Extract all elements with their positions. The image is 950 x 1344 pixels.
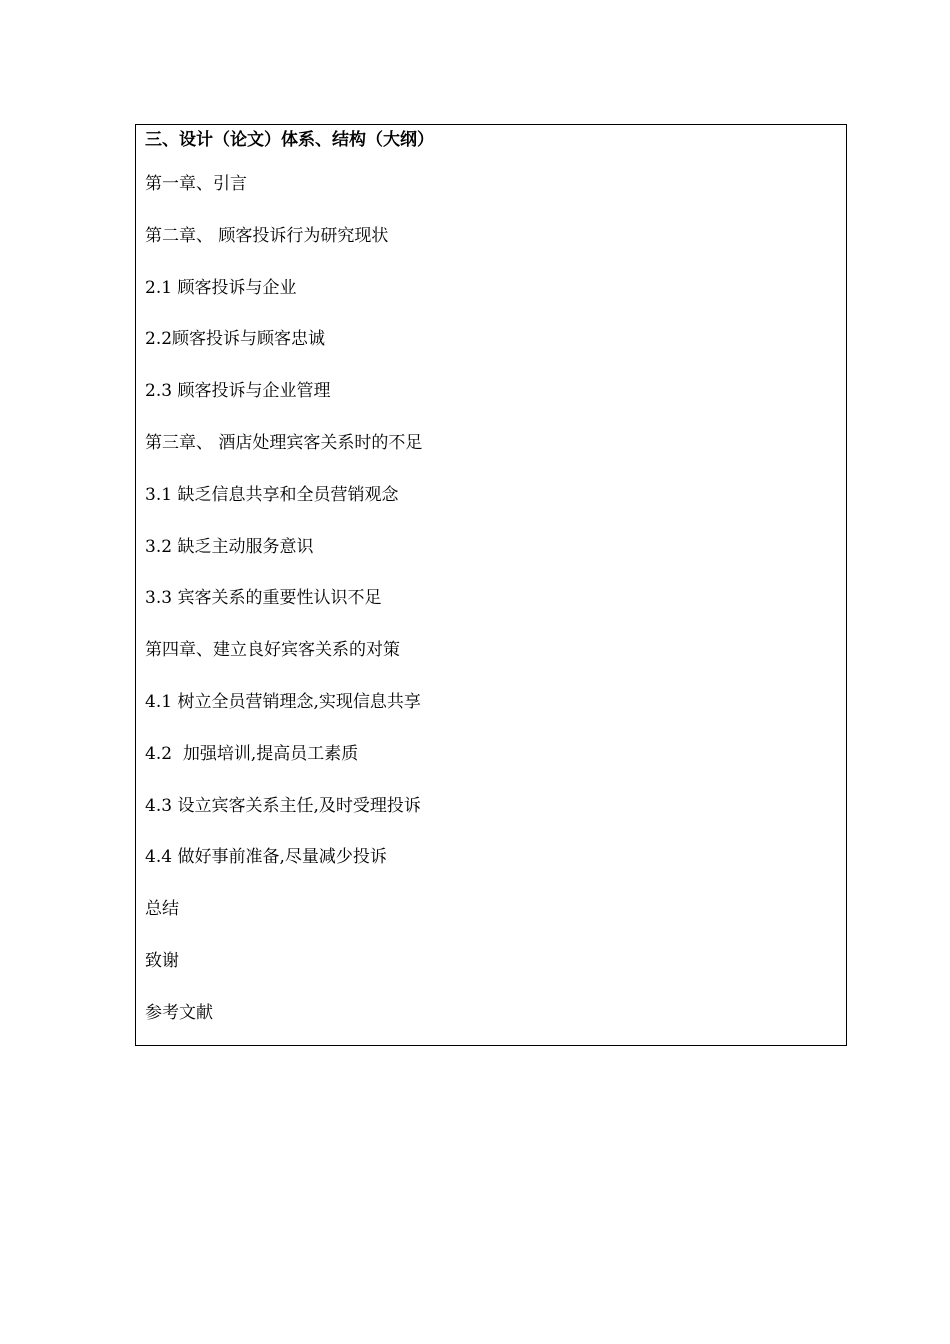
outline-item: 2.3 顾客投诉与企业管理 [145,381,331,402]
outline-item: 2.1 顾客投诉与企业 [145,277,297,298]
outline-item: 致谢 [145,950,179,971]
outline-item: 3.2 缺乏主动服务意识 [145,536,314,557]
outline-item: 4.3 设立宾客关系主任,及时受理投诉 [145,795,421,816]
outline-item: 2.2顾客投诉与顾客忠诚 [145,329,326,350]
outline-item: 第三章、 酒店处理宾客关系时的不足 [145,432,423,453]
outline-item: 3.1 缺乏信息共享和全员营销观念 [145,484,399,505]
section-heading: 三、设计（论文）体系、结构（大纲） [145,130,434,150]
outline-item: 参考文献 [145,1002,213,1023]
outline-table-cell [135,124,847,1046]
outline-item: 4.4 做好事前准备,尽量减少投诉 [145,847,387,868]
outline-item: 第一章、引言 [145,174,247,194]
outline-list [145,173,422,1054]
outline-item: 第四章、建立良好宾客关系的对策 [145,640,400,661]
outline-item: 3.3 宾客关系的重要性认识不足 [145,588,382,609]
outline-item: 4.1 树立全员营销理念,实现信息共享 [145,691,421,712]
outline-item: 4.2 加强培训,提高员工素质 [145,743,359,764]
outline-item: 总结 [145,899,179,920]
outline-item: 第二章、 顾客投诉行为研究现状 [145,225,389,246]
